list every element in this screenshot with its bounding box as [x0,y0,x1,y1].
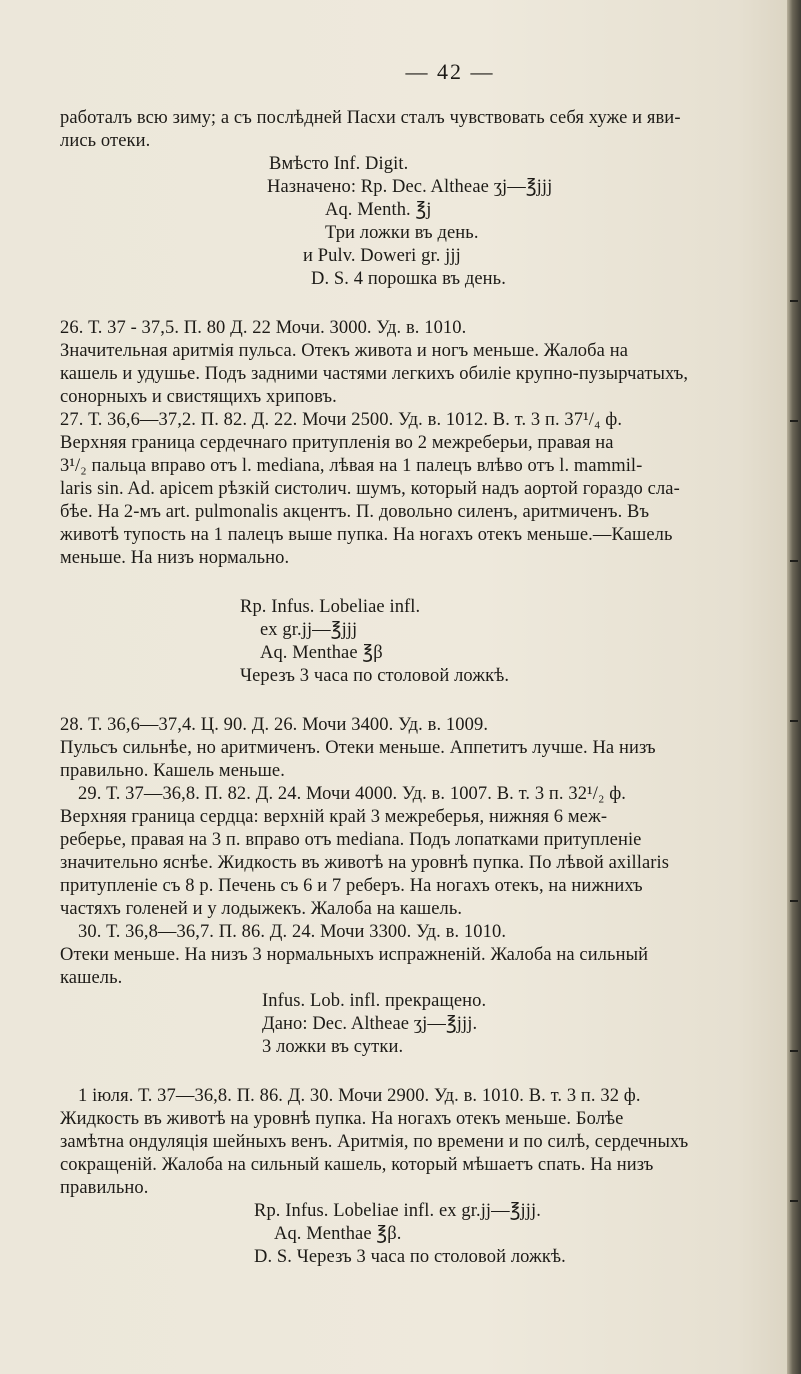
entry-29: 29. Т. 37—36,8. П. 82. Д. 24. Мочи 4000. Уд. в. 1007. В. т. 3 п. 32¹/₂ ф. Верхняя граница сердца: верхній край 3 межреберья, нижняя 6 меж- реберье, правая на 3 п. вправо отъ mediana. Подъ лопатками притупленіе значительно яснѣе. Жидкость въ животѣ на уровнѣ пупка. По лѣвой axillaris притупленіе съ 8 р. Печень съ 6 и 7 реберъ. На ногахъ отекъ, на нижнихъ частяхъ голеней и у лодыжекъ. Жалоба на кашель. [60,784,670,919]
page-body [60,60,785,1269]
entry-26: 26. Т. 37 - 37,5. П. 80 Д. 22 Мочи. 3000. Уд. в. 1010. Значительная аритмія пульса. Отекъ живота и ногъ меньше. Жалоба на кашель и удушье. Подъ задними частями легкихъ обиліе крупно-пузырчатыхъ, сонорныхъ и свистящихъ хриповъ. [60,318,689,407]
page-number: — 42 — [405,59,495,84]
prescription-1: Вмѣсто Inf. Digit. Назначено: Rp. Dec. Althеае ʒj—℥jjj Aq. Menth. ℥j Три ложки въ день. и Pulv. Dowerі gr. jjj D. S. 4 порошка въ день. [267,154,553,289]
entry-27: 27. Т. 36,6—37,2. П. 82. Д. 22. Мочи 2500. Уд. в. 1012. В. т. 3 п. 37¹/₄ ф. Верхняя граница сердечнаго притупленія во 2 межреберьи, правая на 3¹/₂ пальца вправо отъ l. mediana, лѣвая на 1 палецъ влѣво отъ l. mammil- laris sin. Ad. apicem рѣзкій систолич. шумъ, который надъ аортой гораздо сла- бѣе. На 2-мъ art. pulmonalis акцентъ. П. довольно силенъ, аритмиченъ. Въ животѣ тупость на 1 палецъ выше пупка. На ногахъ отекъ меньше.—Кашель меньше. На низъ нормально. [60,410,680,568]
intro-paragraph: работалъ всю зиму; а съ послѣдней Пасхи сталъ чувствовать себя хуже и яви- лись отеки. [60,108,681,151]
binding-edge [787,0,801,1374]
entry-30: 30. Т. 36,8—36,7. П. 86. Д. 24. Мочи 3300. Уд. в. 1010. Отеки меньше. На низъ 3 нормальныхъ испражненій. Жалоба на сильный кашель. [60,922,649,988]
entry-july-1: 1 іюля. Т. 37—36,8. П. 86. Д. 30. Мочи 2900. Уд. в. 1010. В. т. 3 п. 32 ф. Жидкость въ животѣ на уровнѣ пупка. На ногахъ отекъ меньше. Болѣе замѣтна ондуляція шейныхъ венъ. Аритмія, по времени и по силѣ, сердечныхъ сокращеній. Жалоба на сильный кашель, который мѣшаетъ спать. На низъ правильно. [60,1086,689,1198]
prescription-2: Rp. Infus. Lobeliae infl. ex gr.jj—℥jjj Aq. Menthae ℥β Черезъ 3 часа по столовой ложкѣ. [240,597,510,686]
prescription-3: Infus. Lob. infl. прекращено. Дано: Dec. Altheae ʒj—℥jjj. 3 ложки въ сутки. [262,991,487,1057]
entry-28: 28. Т. 36,6—37,4. Ц. 90. Д. 26. Мочи 3400. Уд. в. 1009. Пульсъ сильнѣе, но аритмиченъ. Отеки меньше. Аппетитъ лучше. На низъ правильно. Кашель меньше. [60,715,656,781]
prescription-4: Rp. Infus. Lobeliae infl. ex gr.jj—℥jjj. Aq. Menthae ℥β. D. S. Черезъ 3 часа по столовой ложкѣ. [254,1201,566,1267]
